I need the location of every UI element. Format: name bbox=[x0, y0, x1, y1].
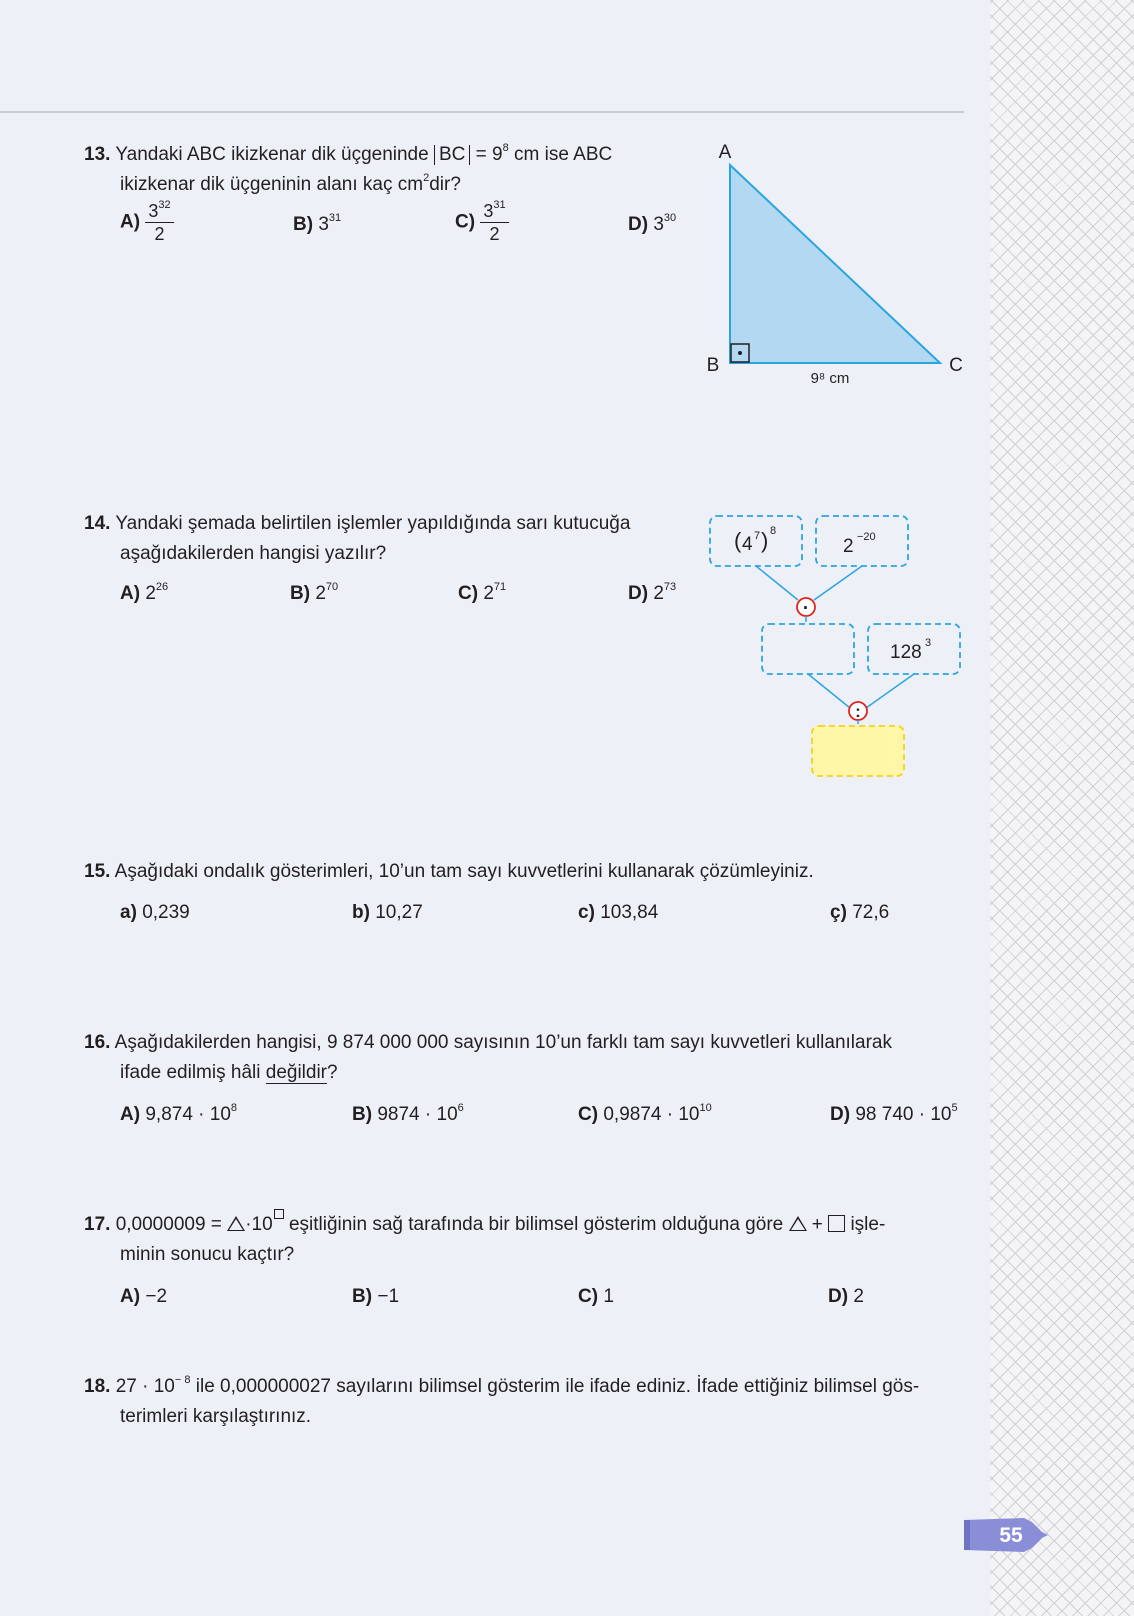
question-13-text: 13. Yandaki ABC ikizkenar dik üçgeninde BC = $9^8$ cm ise ABC ikizkenar dik üçgeninin alanı kaç $cm^2dir$? bbox=[84, 142, 613, 195]
q15-item-cc: ç) 72,6 bbox=[830, 902, 890, 923]
box1-close-paren: ) bbox=[761, 528, 769, 553]
connector-1b bbox=[814, 566, 862, 600]
underlined-degildir: değildir bbox=[265, 1062, 328, 1083]
question-14-text: 14. Yandaki şemada belirtilen işlemler yapıldığında sarı kutucuğa aşağıdakilerden hangisi yazılır? bbox=[84, 513, 631, 564]
vertex-b-label: B bbox=[706, 355, 720, 376]
page-number: 55 bbox=[999, 1524, 1023, 1547]
square-exponent-icon bbox=[274, 1209, 284, 1219]
q14-option-b[interactable]: B) $2^{70}$ bbox=[290, 581, 339, 604]
box1-open-paren: ( bbox=[734, 528, 742, 553]
q16-option-a[interactable]: A) $9,874 \cdot 10^8$ bbox=[120, 1102, 238, 1125]
top-divider bbox=[0, 111, 964, 113]
q16-option-d[interactable]: D) 98 $740 \cdot 10^5$ bbox=[830, 1102, 958, 1125]
connector-1a bbox=[756, 566, 798, 600]
vertex-a-label: A bbox=[718, 142, 732, 163]
q14-option-a[interactable]: A) $2^{26}$ bbox=[120, 581, 169, 604]
triangle-figure bbox=[700, 135, 980, 395]
operation-diagram bbox=[700, 508, 970, 783]
question-16-text: 16. Aşağıdakilerden hangisi, 9 874 000 000 sayısının 10’un farklı tam sayı kuvvetleri kullanılarak ifade edilmiş hâli değildir? bbox=[84, 1032, 892, 1083]
question-15-text: 15. Aşağıdaki ondalık gösterimleri, 10’un tam sayı kuvvetlerini kullanarak çözümleyiniz. bbox=[84, 861, 814, 882]
right-angle-dot bbox=[738, 351, 742, 355]
connector-2a bbox=[808, 674, 850, 708]
q13-option-c[interactable]: C) $\frac{3^{31}}{2}$ bbox=[455, 200, 509, 245]
multiply-operator: · bbox=[802, 598, 810, 619]
q14-option-d[interactable]: D) $2^{73}$ bbox=[628, 581, 677, 604]
box4-base: 128 bbox=[890, 642, 922, 663]
diagram-box-empty bbox=[762, 624, 854, 674]
box1-base: 4 bbox=[742, 534, 753, 555]
q17-option-c[interactable]: C) 1 bbox=[578, 1286, 614, 1307]
question-17-text: 17. 0,0000009 = ·10 eşitliğinin sağ tarafında bir bilimsel gösterim olduğuna göre + işle- minin sonucu kaçtır? bbox=[84, 1209, 974, 1270]
triangle-symbol-icon bbox=[227, 1216, 245, 1231]
question-number: 13. bbox=[84, 144, 111, 165]
base-length-label: 9⁸ cm bbox=[810, 370, 850, 387]
q15-item-c: c) 103,84 bbox=[578, 902, 659, 923]
square-symbol-icon bbox=[828, 1215, 845, 1232]
box1-inner-exp: 7 bbox=[754, 530, 761, 542]
question-18-text: 18. $27 \cdot 10^{- 8}$ ile 0,000000027 sayılarını bilimsel gösterim ile ifade ediniz. İfade ettiğiniz bilimsel gös- terimleri karşılaştırınız. bbox=[84, 1374, 920, 1427]
q17-option-a[interactable]: A) −2 bbox=[120, 1286, 168, 1307]
diagram-result-box bbox=[812, 726, 904, 776]
q17-option-b[interactable]: B) −1 bbox=[352, 1286, 400, 1307]
box2-exp: −20 bbox=[857, 531, 876, 543]
q16-option-b[interactable]: B) $9874 \cdot 10^6$ bbox=[352, 1102, 464, 1125]
divide-operator: : bbox=[855, 702, 861, 721]
q16-option-c[interactable]: C) $0,9874 \cdot 10^{10}$ bbox=[578, 1102, 712, 1125]
q13-option-a[interactable]: A) $\frac{3^{32}}{2}$ bbox=[120, 200, 174, 245]
box2-base: 2 bbox=[843, 536, 854, 557]
vertex-c-label: C bbox=[949, 355, 963, 376]
q14-option-c[interactable]: C) $2^{71}$ bbox=[458, 581, 507, 604]
q17-option-d[interactable]: D) 2 bbox=[828, 1286, 864, 1307]
triangle-symbol-icon bbox=[789, 1216, 807, 1231]
q15-item-b: b) 10,27 bbox=[352, 902, 423, 923]
abs-bc: BC bbox=[434, 145, 470, 165]
triangle-abc bbox=[730, 165, 940, 363]
q15-item-a: a) 0,239 bbox=[120, 902, 190, 923]
connector-2b bbox=[866, 674, 914, 708]
q13-option-b[interactable]: B) $3^{31}$ bbox=[293, 212, 342, 235]
box4-exp: 3 bbox=[925, 637, 932, 649]
side-decorative-pattern bbox=[990, 0, 1134, 1616]
q13-option-d[interactable]: D) $3^{30}$ bbox=[628, 212, 677, 235]
box1-outer-exp: 8 bbox=[770, 525, 777, 537]
